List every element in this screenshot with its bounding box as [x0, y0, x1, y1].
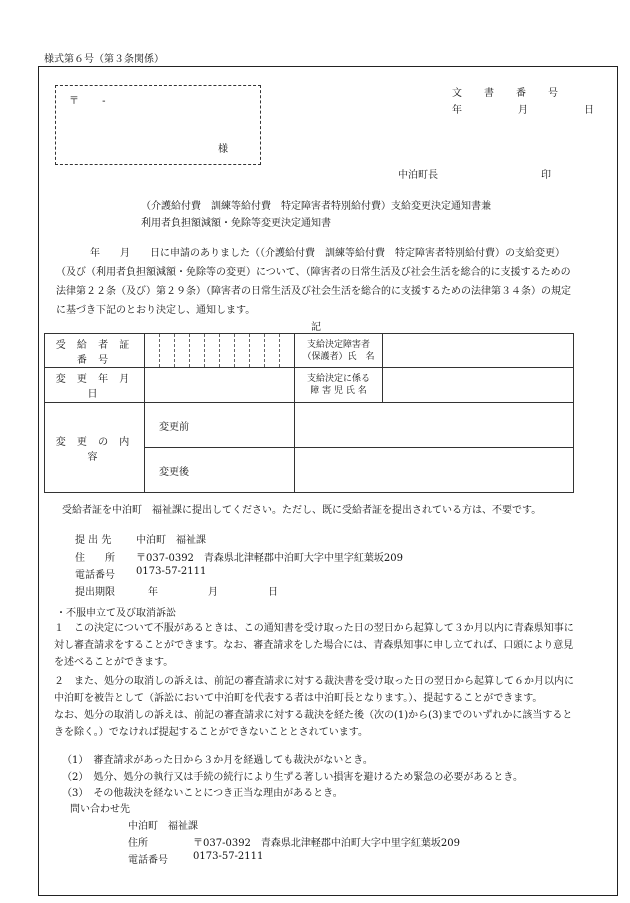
condition-1: （1） 審査請求があった日から３か月を経過しても裁決がないとき。: [62, 755, 373, 766]
label-recipient-name: 支給決定障害者 （保護者）氏 名: [295, 334, 383, 368]
submit-addr-label: 住 所: [75, 553, 115, 564]
value-before: [295, 403, 574, 448]
postal-mark: 〒 -: [69, 96, 106, 107]
condition-2: （2） 処分、処分の執行又は手続の続行により生ずる著しい損害を避けるため緊急の必要があるとき。: [62, 772, 523, 783]
submit-addr-value: 〒037-0392 青森県北津軽郡中泊町大字中里字紅葉坂209: [136, 553, 404, 564]
contact-tel-value: 0173-57-2111: [193, 851, 264, 862]
sender-name: 中泊町長: [398, 170, 438, 181]
submit-deadline-label: 提出期限: [75, 587, 115, 598]
label-before: 変更前: [145, 403, 295, 448]
condition-3: （3） その他裁決を経ないことにつき正当な理由があるとき。: [62, 788, 343, 799]
label-change-date: 変 更 年 月 日: [45, 368, 145, 403]
appeal-heading: ・不服申立て及び取消訴訟: [56, 608, 176, 619]
value-child-name: [383, 368, 574, 403]
form-label: 様式第６号（第３条関係）: [44, 54, 164, 65]
recipient-id-cells: [145, 334, 295, 368]
recipient-suffix: 様: [218, 144, 228, 155]
contact-addr-value: 〒037-0392 青森県北津軽郡中泊町大字中里字紅葉坂209: [193, 838, 461, 849]
label-change-content: 変 更 の 内 容: [45, 403, 145, 493]
value-change-date: [145, 368, 295, 403]
notice-text: 受給者証を中泊町 福祉課に提出してください。ただし、既に受給者証を提出されている方は、不要です。: [62, 505, 542, 516]
contact-tel-label: 電話番号: [128, 855, 168, 866]
appeal-paragraph-3: なお、処分の取消しの訴えは、前記の審査請求に対する裁決を経た後（次の(1)から(3)までのいずれかに該当するときを除く。）でなければ提起することができないこととされています。: [54, 710, 573, 738]
submit-tel-label: 電話番号: [75, 570, 115, 581]
address-box: [55, 85, 261, 165]
body-paragraph: 年 月 日に申請のありました（（介護給付費 訓練等給付費 特定障害者特別給付費）の支給変更）（及び（利用者負担額減額・免除等の変更）について、（障害者の日常生活及び社会生活を総合的に支援するための法律第２２条（及び）第２９条）（障害者の日常生活及び社会生活を総合的に支援するための法律第３４条）の規定に基づき下記のとおり決定し、通知します。: [56, 248, 571, 316]
change-table: [44, 333, 574, 493]
contact-addr-label: 住所: [128, 838, 148, 849]
contact-org: 中泊町 福祉課: [128, 821, 198, 832]
value-after: [295, 448, 574, 493]
seal-mark: 印: [541, 170, 551, 181]
label-recipient-id: 受 給 者 証 番 号: [45, 334, 145, 368]
submit-to-label: 提 出 先: [75, 535, 112, 546]
label-child-name: 支給決定に係る 障 害 児 氏 名: [295, 368, 383, 403]
appeal-paragraph-1: １ この決定について不服があるときは、この通知書を受け取った日の翌日から起算して３か月以内に青森県知事に対し審査請求をすることができます。なお、審査請求をした場合には、青森県知事に申し立てれば、口頭により意見を述べることができます。: [54, 623, 574, 668]
label-after: 変更後: [145, 448, 295, 493]
doc-number: 文 書 番 号: [452, 88, 564, 99]
value-recipient-name: [383, 334, 574, 368]
contact-heading: 問い合わせ先: [70, 804, 130, 815]
submit-deadline-value: 年 月 日: [148, 587, 288, 598]
date-line: 年 月 日: [452, 105, 606, 116]
title-line-1: （介護給付費 訓練等給付費 特定障害者特別給付費）支給変更決定通知書兼: [141, 201, 491, 212]
submit-to-value: 中泊町 福祉課: [136, 535, 206, 546]
ki-heading: 記: [311, 322, 321, 333]
appeal-paragraph-2: ２ また、処分の取消しの訴えは、前記の審査請求に対する裁決書を受け取った日の翌日から起算して６か月以内に中泊町を被告として（訴訟において中泊町を代表する者は中泊町長となります。）、提起することができます。: [54, 676, 574, 704]
submit-tel-value: 0173-57-2111: [136, 566, 207, 577]
title-line-2: 利用者負担額減額・免除等変更決定通知書: [141, 218, 331, 229]
